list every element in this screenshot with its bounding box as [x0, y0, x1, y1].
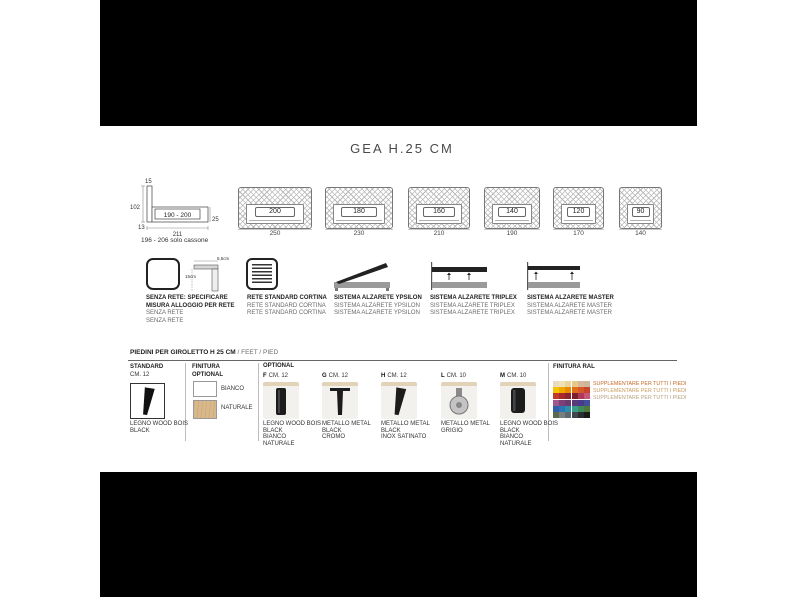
cassone-note: 196 - 206 solo cassone — [141, 237, 209, 244]
bed-top-view — [408, 187, 470, 229]
bed-side-view-diagram — [128, 176, 228, 238]
finitura-title-line: OPTIONAL — [192, 371, 223, 378]
length-dimension: 211 — [172, 232, 183, 238]
mattress-area — [416, 204, 462, 224]
triplex-line: SISTEMA ALZARETE TRIPLEX — [430, 310, 515, 316]
ypsilon-line: SISTEMA ALZARETE YPSILON — [334, 310, 420, 316]
ral-swatch — [572, 387, 578, 393]
ral-swatch — [584, 412, 590, 418]
ral-swatch — [578, 406, 584, 412]
triplex-line: SISTEMA ALZARETE TRIPLEX — [430, 295, 517, 301]
description-line: LEGNO WOOD BOIS — [263, 421, 322, 427]
master-line: SISTEMA ALZARETE MASTER — [527, 310, 613, 316]
standard-description — [130, 421, 188, 434]
foot-f-heading — [263, 373, 288, 381]
foot-size: CM. 12 — [268, 373, 289, 379]
ral-swatch — [578, 387, 584, 393]
ral-swatch — [553, 387, 559, 393]
bed-total-width: 190 — [484, 229, 540, 238]
ral-swatch — [584, 387, 590, 393]
description-line: BLACK — [322, 427, 342, 434]
finish-swatch-natural — [193, 400, 217, 419]
ral-swatch — [559, 381, 565, 387]
side-dimension: 25 — [212, 217, 219, 223]
bed-top-view — [484, 187, 540, 229]
foot-code: F — [263, 373, 267, 379]
master-label — [527, 295, 614, 318]
foot-h-heading — [381, 373, 407, 381]
bed-total-width: 230 — [325, 229, 393, 238]
mattress-width-label: 120 — [567, 207, 591, 217]
ral-swatch — [572, 381, 578, 387]
metal-leg-icon — [322, 382, 358, 419]
bed-total-width: 250 — [238, 229, 312, 238]
wheel-icon — [441, 382, 477, 419]
master-line: SISTEMA ALZARETE MASTER — [527, 295, 614, 301]
ral-swatch — [572, 406, 578, 412]
description-line: METALLO METAL — [381, 421, 430, 427]
triplex-line: SISTEMA ALZARETE TRIPLEX — [430, 302, 515, 309]
feet-header-suffix: / FEET / PIED — [235, 349, 279, 356]
ral-swatch — [565, 412, 571, 418]
bed-total-width: 170 — [553, 229, 604, 238]
foot-code: G — [322, 373, 327, 379]
description-line: BLACK — [381, 427, 401, 434]
lift-ypsilon-icon — [332, 260, 394, 292]
ral-swatch — [559, 412, 565, 418]
ral-note: SUPPLEMENTARE PER TUTTI I PIEDI — [593, 388, 687, 394]
bed-top-view — [553, 187, 604, 229]
foot-code: H — [381, 373, 386, 379]
height-dimension: 102 — [130, 205, 141, 211]
foot-l-image — [441, 382, 477, 419]
foot-m-description — [500, 421, 558, 447]
lift-triplex-icon — [429, 260, 491, 292]
feet-divider — [128, 360, 677, 361]
mattress-width-label: 200 — [255, 207, 295, 217]
top-black-bar — [100, 0, 697, 126]
frame-profile-icon — [184, 256, 232, 294]
ral-swatch — [572, 400, 578, 406]
finish-swatch-white — [193, 381, 217, 397]
ral-note: SUPPLEMENTARE PER TUTTI I PIEDI — [593, 381, 687, 387]
description-line: GRIGIO — [441, 427, 463, 434]
mattress-width-label: 90 — [632, 207, 650, 217]
foot-g-image — [322, 382, 358, 419]
description-line: INOX SATINATO — [381, 434, 427, 440]
mattress-area — [333, 204, 385, 224]
ral-swatch — [578, 393, 584, 399]
rete-standard-label — [247, 295, 327, 318]
standard-leg-image — [130, 383, 165, 419]
mattress-area — [627, 204, 654, 224]
bed-total-width: 210 — [408, 229, 470, 238]
master-line: SISTEMA ALZARETE MASTER — [527, 302, 613, 309]
senza-rete-line: SENZA RETE — [146, 317, 184, 324]
foot-m-image — [500, 382, 536, 419]
ral-swatch — [584, 406, 590, 412]
description-line: NATURALE — [500, 440, 532, 447]
mattress-area — [246, 204, 304, 224]
foot-l-heading — [441, 373, 466, 381]
foot-m-heading — [500, 373, 526, 381]
senza-rete-line: MISURA ALLOGGIO PER RETE — [146, 302, 235, 309]
ral-swatch — [559, 393, 565, 399]
ypsilon-label — [334, 295, 422, 318]
ral-swatch — [578, 381, 584, 387]
foot-g-description — [322, 421, 371, 441]
angled-leg-icon — [381, 382, 417, 419]
ral-title: FINITURA RAL — [553, 364, 595, 370]
bed-top-view — [325, 187, 393, 229]
ral-swatch — [559, 387, 565, 393]
standard-size: CM. 12 — [130, 372, 150, 378]
senza-rete-line: SENZA RETE: SPECIFICARE — [146, 295, 228, 301]
foot-size: CM. 12 — [387, 373, 407, 379]
ral-swatch — [572, 393, 578, 399]
finish-swatch-label: BIANCO — [221, 386, 245, 392]
foot-size: CM. 12 — [328, 373, 349, 379]
ral-swatch — [578, 412, 584, 418]
slatted-base-icon — [246, 258, 278, 290]
description-line: BLACK — [500, 427, 520, 434]
mattress-area — [561, 204, 596, 224]
ral-swatch — [565, 393, 571, 399]
ral-swatch — [565, 387, 571, 393]
ral-swatch — [553, 393, 559, 399]
ral-swatch — [565, 406, 571, 412]
ral-swatch — [584, 381, 590, 387]
description-line: LEGNO WOOD BOIS — [500, 421, 559, 427]
triplex-label — [430, 295, 517, 318]
profile-width-label: 6,5cm — [217, 256, 230, 261]
ral-note: SUPPLEMENTARE PER TUTTI I PIEDI — [593, 395, 687, 401]
profile-depth-label: 15cm — [185, 274, 197, 279]
description-line: CROMO — [322, 434, 345, 440]
tapered-leg-icon — [131, 384, 164, 418]
ral-swatch — [565, 381, 571, 387]
mattress-length-label: 190 - 200 — [163, 212, 192, 219]
lift-master-icon — [526, 260, 584, 292]
ypsilon-line: SISTEMA ALZARETE YPSILON — [334, 295, 422, 301]
base-dimension: 13 — [138, 225, 145, 231]
mattress-width-label: 160 — [423, 207, 455, 217]
ral-swatch — [553, 406, 559, 412]
wide-cylinder-leg-icon — [500, 382, 536, 419]
no-slats-icon — [146, 258, 180, 290]
finitura-title-line: FINITURA — [192, 364, 220, 370]
bed-total-width: 140 — [619, 229, 662, 238]
ral-swatch — [559, 406, 565, 412]
mattress-area — [492, 204, 532, 224]
ral-swatch — [584, 400, 590, 406]
foot-h-description — [381, 421, 430, 441]
bed-top-view — [238, 187, 312, 229]
description-line: BLACK — [263, 427, 283, 434]
ral-swatch — [553, 381, 559, 387]
description-line: METALLO METAL — [441, 421, 490, 427]
foot-size: CM. 10 — [507, 373, 527, 379]
mattress-width-label: 180 — [341, 207, 377, 217]
foot-size: CM. 10 — [446, 373, 467, 379]
foot-g-heading — [322, 373, 348, 381]
optional-title: OPTIONAL — [263, 363, 294, 369]
foot-code: M — [500, 373, 505, 379]
ral-color-grid — [553, 381, 590, 418]
column-divider — [258, 363, 259, 441]
description-line: BLACK — [130, 427, 150, 434]
foot-h-image — [381, 382, 417, 419]
feet-section-header — [130, 349, 278, 357]
ral-swatch — [572, 412, 578, 418]
senza-rete-line: SENZA RETE — [146, 310, 184, 316]
description-line: BIANCO — [500, 434, 524, 440]
senza-rete-label — [146, 295, 235, 325]
headboard-dimension: 15 — [145, 179, 152, 185]
rete-standard-line: RETE STANDARD CORTINA — [247, 295, 327, 301]
foot-f-description — [263, 421, 321, 447]
ral-swatch — [559, 400, 565, 406]
ral-swatch — [553, 400, 559, 406]
foot-l-description — [441, 421, 490, 434]
bottom-black-bar — [100, 472, 697, 597]
standard-title: STANDARD — [130, 364, 164, 370]
feet-header-title: PIEDINI PER GIROLETTO H 25 CM — [130, 349, 236, 356]
cylinder-leg-icon — [263, 382, 299, 419]
rete-standard-line: RETE STANDARD CORTINA — [247, 310, 326, 316]
rete-standard-line: RETE STANDARD CORTINA — [247, 302, 326, 309]
description-line: LEGNO WOOD BOIS — [130, 421, 189, 427]
bed-top-view — [619, 187, 662, 229]
ral-swatch — [565, 400, 571, 406]
ral-swatch — [578, 400, 584, 406]
ral-swatch — [553, 412, 559, 418]
foot-code: L — [441, 373, 445, 379]
finish-swatch-label: NATURALE — [221, 405, 253, 411]
ral-swatch — [584, 393, 590, 399]
mattress-width-label: 140 — [498, 207, 525, 217]
description-line: NATURALE — [263, 440, 295, 447]
description-line: METALLO METAL — [322, 421, 371, 427]
ypsilon-line: SISTEMA ALZARETE YPSILON — [334, 302, 420, 309]
foot-f-image — [263, 382, 299, 419]
page-title: GEA H.25 CM — [350, 141, 454, 156]
description-line: BIANCO — [263, 434, 287, 440]
finitura-title — [192, 364, 223, 379]
